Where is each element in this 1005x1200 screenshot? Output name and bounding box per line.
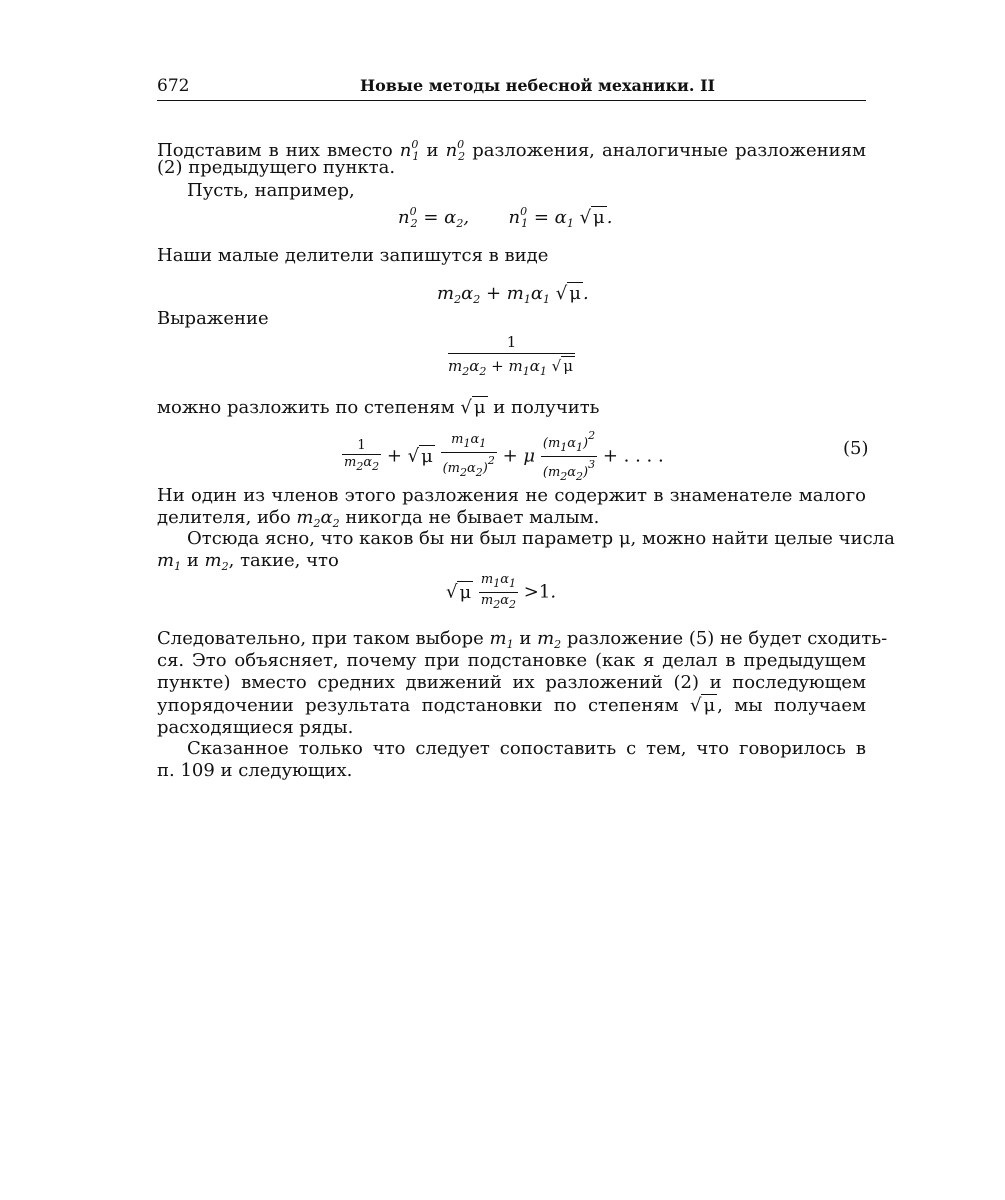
equation-number: (5) <box>843 438 869 459</box>
equation-substitution: $n^0_2 = \alpha_2$, $n^0_1 = \alpha_1$ √ μ . <box>398 205 613 230</box>
text-line: Ни один из членов этого разложения не содержит в знаменателе малого <box>157 485 866 506</box>
equation-small-divisor: $m_2\alpha_2 + m_1\alpha_1$ √ μ . <box>437 283 589 306</box>
text-line: п. 109 и следующих. <box>157 760 353 781</box>
text-line: можно разложить по степеням √ μ и получить <box>157 397 600 418</box>
text-line: Подставим в них вместо $n^0_1$ и $n^0_2$ разложения, аналогичные разложениям <box>157 138 866 163</box>
page-number: 672 <box>157 76 190 96</box>
text-line: упорядочении результата подстановки по степеням √ μ , мы получаем <box>157 695 866 716</box>
text-line: Следовательно, при таком выборе $m_1$ и $m_2$ разложение (5) не будет сходить- <box>157 628 888 651</box>
text-line: Пусть, например, <box>187 180 355 201</box>
running-title: Новые методы небесной механики. II <box>360 76 716 95</box>
equation-expansion: $\frac{1}{m_2\alpha_2}$ + √ μ $\frac{m_1\alpha_1}{(m_2\alpha_2)^2}$ + μ $\frac{(m_1\alpha_1)^2}{(m_2\alpha_2)^3}$ + . . . . <box>344 429 664 483</box>
header-rule <box>157 100 866 101</box>
equation-reciprocal: $\frac{1}{m_2\alpha_2 + m_1\alpha_1 √ \mu}$ <box>448 333 573 378</box>
text-line: Выражение <box>157 308 269 329</box>
text-line: ся. Это объясняет, почему при подстановке (как я делал в предыдущем <box>157 650 866 671</box>
text-line: Сказанное только что следует сопоставить с тем, что говорилось в <box>187 738 866 759</box>
text-line: делителя, ибо $m_2\alpha_2$ никогда не бывает малым. <box>157 507 600 530</box>
text-line: (2) предыдущего пункта. <box>157 157 396 178</box>
text-line: Наши малые делители запишутся в виде <box>157 245 549 266</box>
text-line: расходящиеся ряды. <box>157 717 354 738</box>
text-line: $m_1$ и $m_2$, такие, что <box>157 550 339 573</box>
text-line: Отсюда ясно, что каков бы ни был параметр μ, можно найти целые числа <box>187 528 895 549</box>
text-line: пункте) вместо средних движений их разложений (2) и последующем <box>157 672 866 693</box>
equation-inequality: √ μ $\frac{m_1\alpha_1}{m_2\alpha_2}$ >1. <box>446 572 557 611</box>
